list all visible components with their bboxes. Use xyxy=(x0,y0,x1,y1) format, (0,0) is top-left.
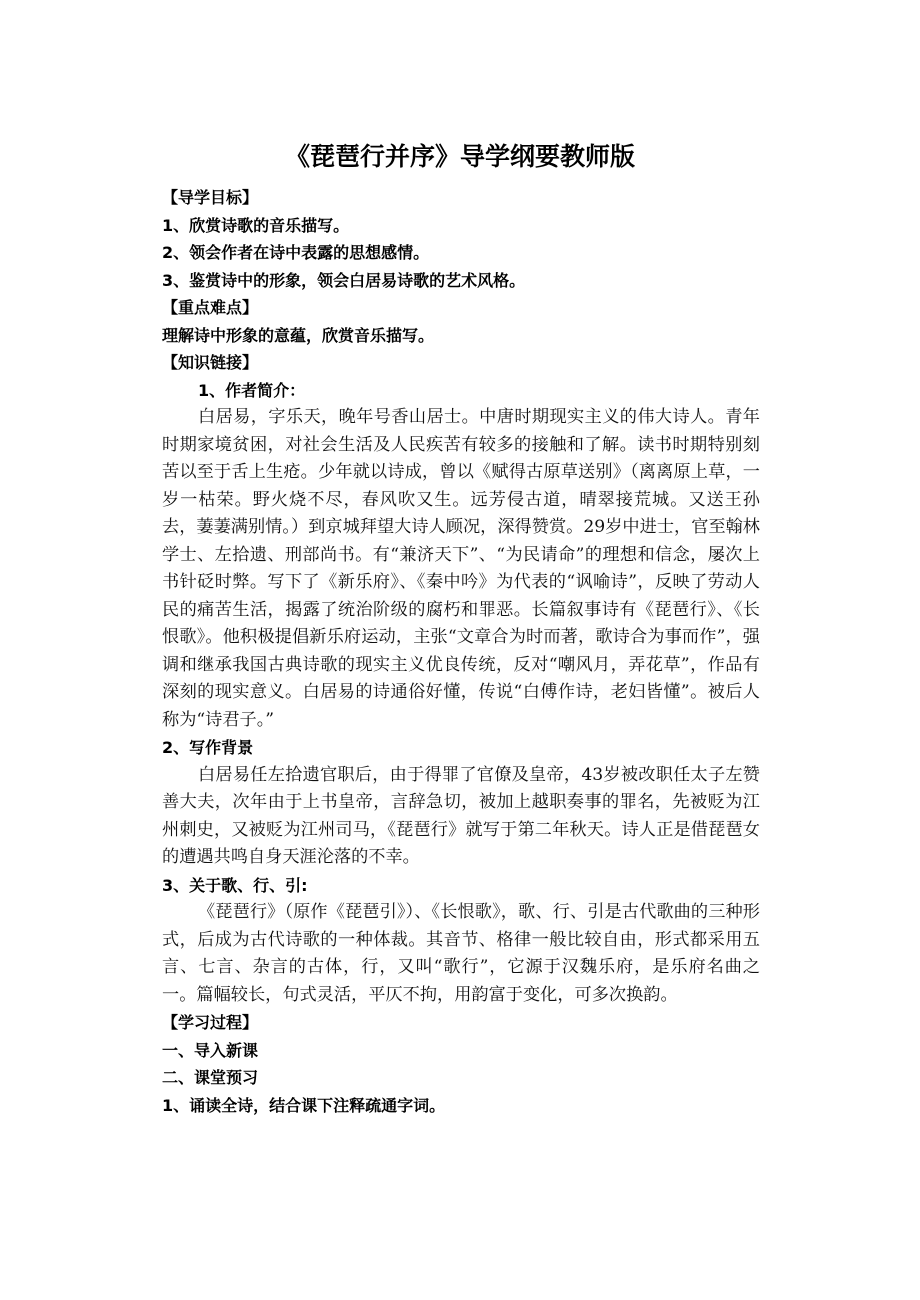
background-heading: 2、写作背景 xyxy=(162,738,254,757)
genre-paragraph: 《琵琶行》（原作《琵琶引》）、《长恨歌》，歌、行、引是古代歌曲的三种形式，后成为古代诗歌的一种体裁。其音节、格律一般比较自由，形式都采用五言、七言、杂言的古体，行，又叫“歌行”，它源于汉魏乐府，是乐府名曲之一。篇幅较长，句式灵活，平仄不拘，用韵富于变化，可多次换韵。 xyxy=(162,902,760,1005)
page-title: 《琵琶行并序》导学纲要教师版 xyxy=(284,142,635,171)
knowledge-heading: 【知识链接】 xyxy=(162,353,259,372)
background-paragraph: 白居易任左拾遗官职后，由于得罪了官僚及皇帝，43岁被改职任太子左赞善大夫，次年由于上书皇帝，言辞急切，被加上越职奏事的罪名，先被贬为江州刺史，又被贬为江州司马，《琵琶行》就写于第二年秋天。诗人正是借琵琶女的遭遇共鸣自身天涯沦落的不幸。 xyxy=(162,764,760,867)
author-paragraph: 白居易，字乐天，晚年号香山居士。中唐时期现实主义的伟大诗人。青年时期家境贫困，对社会生活及人民疾苦有较多的接触和了解。读书时期特别刻苦以至于舌上生疮。少年就以诗成，曾以《赋得古原草送别》（离离原上草，一岁一枯荣。野火烧不尽，春风吹又生。远芳侵古道，晴翠接荒城。又送王孙去，萋萋满别情。）到京城拜望大诗人顾况，深得赞赏。29岁中进士，官至翰林学士、左拾遗、刑部尚书。有“兼济天下”、“为民请命”的理想和信念，屡次上书针砭时弊。写下了《新乐府》、《秦中吟》为代表的“讽喻诗”，反映了劳动人民的痛苦生活，揭露了统治阶级的腐朽和罪恶。长篇叙事诗有《琵琶行》、《长恨歌》。他积极提倡新乐府运动，主张“文章合为时而著，歌诗合为事而作”，强调和继承我国古典诗歌的现实主义优良传统，反对“嘲风月，弄花草”，作品有深刻的现实意义。白居易的诗通俗好懂，传说“白傅作诗，老妇皆懂”。被后人称为“诗君子。” xyxy=(162,407,760,730)
keypoints-text: 理解诗中形象的意蕴，欣赏音乐描写。 xyxy=(162,325,435,345)
task-item-1: 1、诵读全诗，结合课下注释疏通字词。 xyxy=(162,1095,446,1115)
goal-item-1: 1、欣赏诗歌的音乐描写。 xyxy=(162,215,350,235)
goals-heading: 【导学目标】 xyxy=(162,188,259,207)
section-preview: 二、课堂预习 xyxy=(162,1068,259,1087)
goal-item-3: 3、鉴赏诗中的形象，领会白居易诗歌的艺术风格。 xyxy=(162,270,526,290)
document-body xyxy=(162,184,760,1119)
keypoints-heading: 【重点难点】 xyxy=(162,298,259,317)
process-heading: 【学习过程】 xyxy=(162,1013,259,1032)
section-intro: 一、导入新课 xyxy=(162,1040,259,1060)
goal-item-2: 2、领会作者在诗中表露的思想感情。 xyxy=(162,243,430,262)
author-heading: 1、作者简介： xyxy=(198,380,306,400)
genre-heading: 3、关于歌、行、引: xyxy=(162,875,308,895)
